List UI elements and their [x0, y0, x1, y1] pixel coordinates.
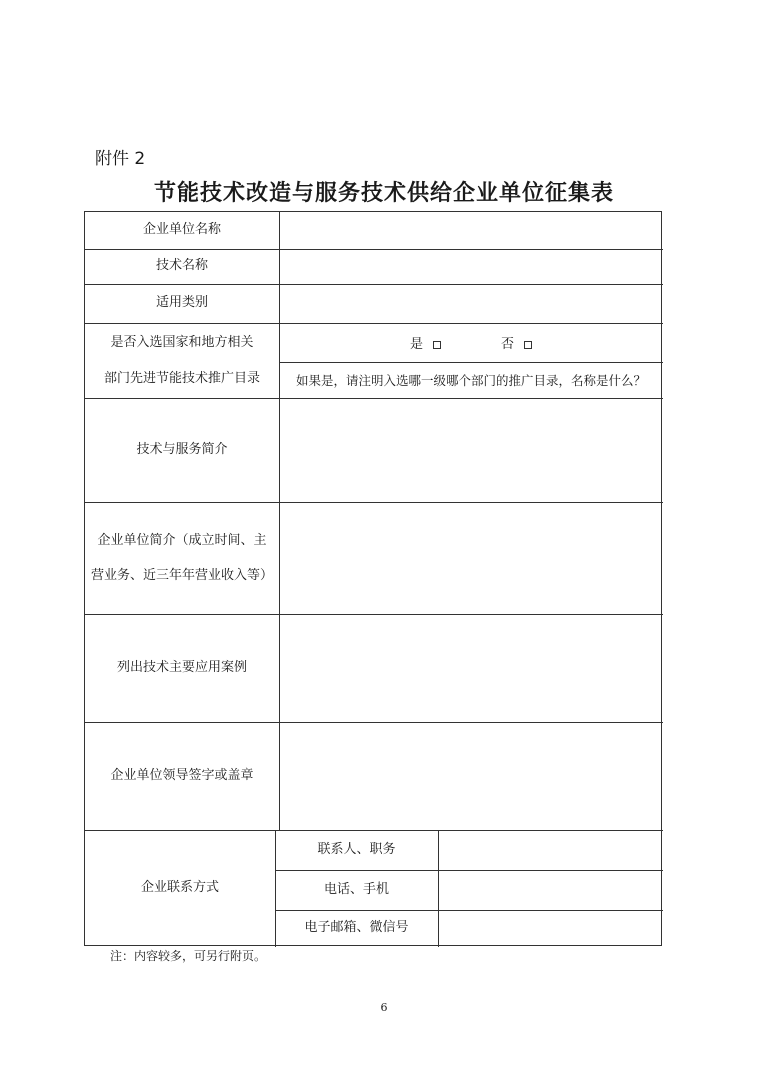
- no-label: 否: [501, 337, 515, 352]
- tech-intro-field[interactable]: [279, 398, 663, 502]
- company-intro-field[interactable]: [279, 502, 663, 614]
- company-intro-label: [85, 502, 279, 614]
- contact-person-field[interactable]: [438, 830, 663, 870]
- tech-name-label: 技术名称: [155, 258, 208, 274]
- yes-label: 是: [409, 337, 423, 352]
- selected-catalog-label-line2: 部门先进节能技术推广目录: [103, 370, 260, 386]
- contact-label: 企业联系方式: [140, 880, 219, 896]
- category-field[interactable]: [279, 284, 663, 323]
- cases-label: 列出技术主要应用案例: [116, 659, 247, 675]
- selected-catalog-hint: 如果是，请注明入选哪一级哪个部门的推广目录，名称是什么？: [295, 373, 646, 388]
- contact-person-label: 联系人、职务: [317, 841, 396, 857]
- company-name-label: 企业单位名称: [142, 222, 221, 238]
- yes-option[interactable]: [410, 333, 441, 352]
- page-number: 6: [380, 1001, 388, 1014]
- phone-field[interactable]: [438, 870, 663, 910]
- company-name-field[interactable]: [279, 212, 663, 249]
- application-form-table: [84, 211, 662, 946]
- company-intro-label-line1: 企业单位简介（成立时间、主: [97, 532, 267, 548]
- selected-catalog-label-line1: 是否入选国家和地方相关: [110, 335, 254, 351]
- email-label: 电子邮箱、微信号: [304, 920, 409, 936]
- no-checkbox[interactable]: [524, 341, 532, 349]
- attachment-label: 附件 2: [95, 149, 146, 169]
- phone-label: 电话、手机: [323, 881, 389, 897]
- category-label: 适用类别: [155, 295, 208, 311]
- no-option[interactable]: [501, 333, 532, 352]
- yes-checkbox[interactable]: [433, 341, 441, 349]
- tech-name-field[interactable]: [279, 249, 663, 284]
- form-title: 节能技术改造与服务技术供给企业单位征集表: [153, 180, 614, 206]
- email-field[interactable]: [438, 910, 663, 947]
- company-intro-label-line2: 营业务、近三年年营业收入等）: [90, 568, 273, 583]
- footnote: 注：内容较多，可另行附页。: [110, 949, 267, 963]
- cases-field[interactable]: [279, 614, 663, 722]
- selected-catalog-label: [85, 323, 279, 398]
- tech-intro-label: 技术与服务简介: [136, 441, 228, 457]
- signature-field[interactable]: [279, 722, 663, 830]
- yes-no-options: [279, 323, 663, 362]
- signature-label: 企业单位领导签字或盖章: [110, 767, 254, 783]
